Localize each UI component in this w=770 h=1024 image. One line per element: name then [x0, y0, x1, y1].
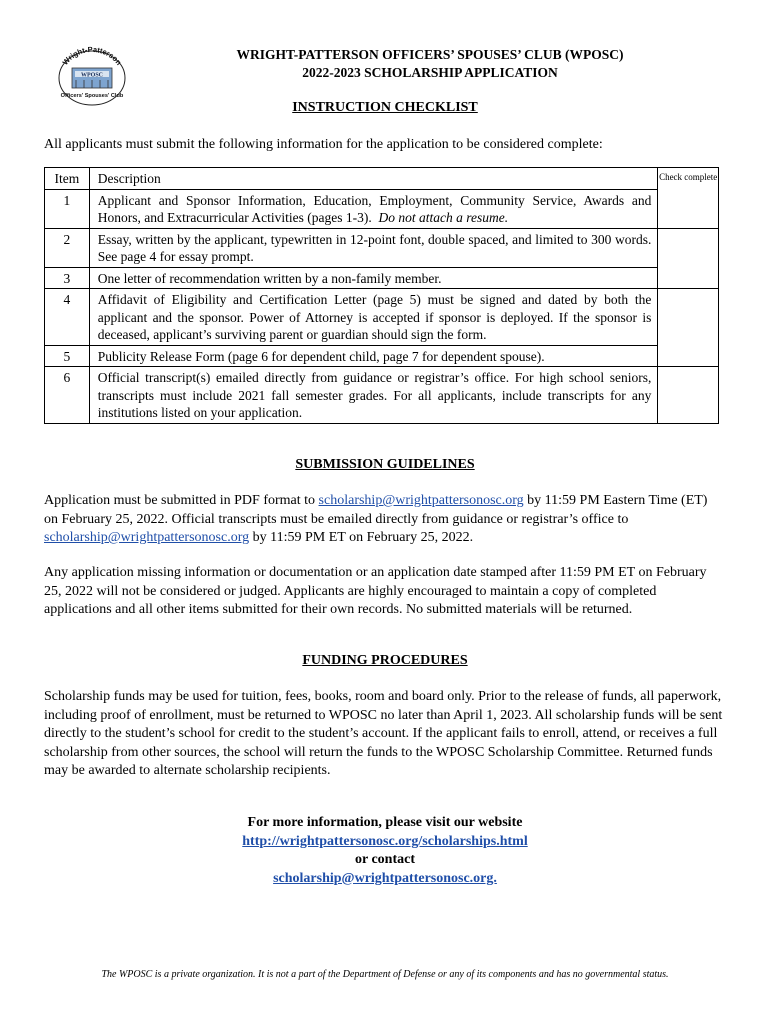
check-box-4[interactable]	[658, 367, 719, 424]
logo-bottom-text: Officers' Spouses' Club	[60, 93, 124, 99]
submission-text: by 11:59 PM Eastern Time (ET) on February 25, 2022. Official transcripts must be emailed directly from guidance or registrar’s office to	[44, 493, 708, 527]
check-box-1[interactable]	[658, 168, 719, 229]
contact-line-1: For more information, please visit our website	[247, 815, 523, 830]
org-title: WRIGHT-PATTERSON OFFICERS’ SPOUSES’ CLUB (WPOSC)	[236, 47, 624, 62]
funding-heading: FUNDING PROCEDURES	[302, 653, 468, 668]
table-header-row	[45, 168, 719, 190]
submission-email-link-2[interactable]: scholarship@wrightpattersonosc.org	[44, 530, 250, 545]
footer-disclaimer: The WPOSC is a private organization. It is not a part of the Department of Defense or any of its components and has no governmental status.	[101, 969, 669, 980]
submission-heading: SUBMISSION GUIDELINES	[295, 457, 475, 472]
website-link[interactable]: http://wrightpattersonosc.org/scholarships.html	[242, 833, 528, 849]
check-box-2[interactable]	[658, 228, 719, 289]
table-row	[45, 228, 719, 267]
item-text: Applicant and Sponsor Information, Education, Employment, Community Service, Awards and Honors, and Extracurricular Activities (pages 1-3).	[97, 192, 652, 225]
check-box-3[interactable]	[658, 289, 719, 367]
item-description: Essay, written by the applicant, typewritten in 12-point font, double spaced, and limited to 300 words. See page 4 for essay prompt.	[89, 228, 658, 267]
svg-text:Wright-Patterson	[61, 45, 124, 67]
contact-line-3: or contact	[355, 852, 415, 867]
item-number: 2	[45, 228, 90, 267]
table-row	[45, 367, 719, 424]
col-desc-header: Description	[89, 168, 658, 190]
submission-text: by 11:59 PM ET on February 25, 2022.	[249, 530, 474, 545]
table-row	[45, 345, 719, 367]
submission-paragraph-1	[44, 492, 724, 548]
funding-paragraph: Scholarship funds may be used for tuition, fees, books, room and board only. Prior to the release of funds, all paperwork, including proof of enrollment, must be returned to WPOSC no later than April 1, 2023. All scholarship funds will be sent directly to the student’s school for credit to the student’s account. If the applicant fails to enroll, attend, or receives a full scholarship from other sources, the school will return the funds to the WPOSC Scholarship Committee. Returned funds may be awarded to alternate scholarship recipients.	[44, 689, 723, 778]
submission-email-link[interactable]: scholarship@wrightpattersonosc.org	[318, 493, 524, 508]
item-number: 6	[45, 367, 90, 424]
submission-text: Application must be submitted in PDF format to	[44, 493, 319, 508]
application-title: 2022-2023 SCHOLARSHIP APPLICATION	[302, 65, 558, 80]
item-description	[89, 189, 658, 228]
item-description: Affidavit of Eligibility and Certification Letter (page 5) must be signed and dated by both the applicant and the sponsor. Power of Attorney is accepted if sponsor is deployed. If the sponsor is deceased, applicant’s surviving parent or guardian should sign the form.	[89, 289, 658, 346]
checklist-table	[44, 167, 719, 424]
logo-emblem	[52, 44, 132, 106]
checklist-intro: All applicants must submit the following information for the application to be considered complete:	[44, 137, 603, 152]
club-logo	[52, 44, 132, 106]
table-row	[45, 289, 719, 346]
item-description: Publicity Release Form (page 6 for dependent child, page 7 for dependent spouse).	[89, 345, 658, 367]
item-number: 1	[45, 189, 90, 228]
submission-paragraph-2: Any application missing information or documentation or an application date stamped after 11:59 PM ET on February 25, 2022 will not be considered or judged. Applicants are highly encouraged to maintain a copy of completed applications and all other items submitted for their own records. No submitted materials will be returned.	[44, 565, 707, 617]
checklist-heading: INSTRUCTION CHECKLIST	[292, 100, 478, 115]
table-row	[45, 189, 719, 228]
contact-email-link[interactable]: scholarship@wrightpattersonosc.org.	[273, 870, 497, 886]
col-item-header: Item	[45, 168, 90, 190]
contact-block	[0, 814, 770, 888]
table-row	[45, 267, 719, 289]
item-number: 3	[45, 267, 90, 289]
item-number: 5	[45, 345, 90, 367]
col-check-header: Check complete	[659, 172, 718, 182]
item-description: Official transcript(s) emailed directly from guidance or registrar’s office. For high school seniors, transcripts must include 2021 fall semester grades. For all applicants, include transcripts for any institutions listed on your application.	[89, 367, 658, 424]
item-description: One letter of recommendation written by a non-family member.	[89, 267, 658, 289]
item-number: 4	[45, 289, 90, 346]
item-note: Do not attach a resume.	[378, 210, 509, 225]
logo-top-text: Wright-Patterson	[60, 44, 124, 67]
logo-center-text: WPOSC	[80, 72, 104, 79]
